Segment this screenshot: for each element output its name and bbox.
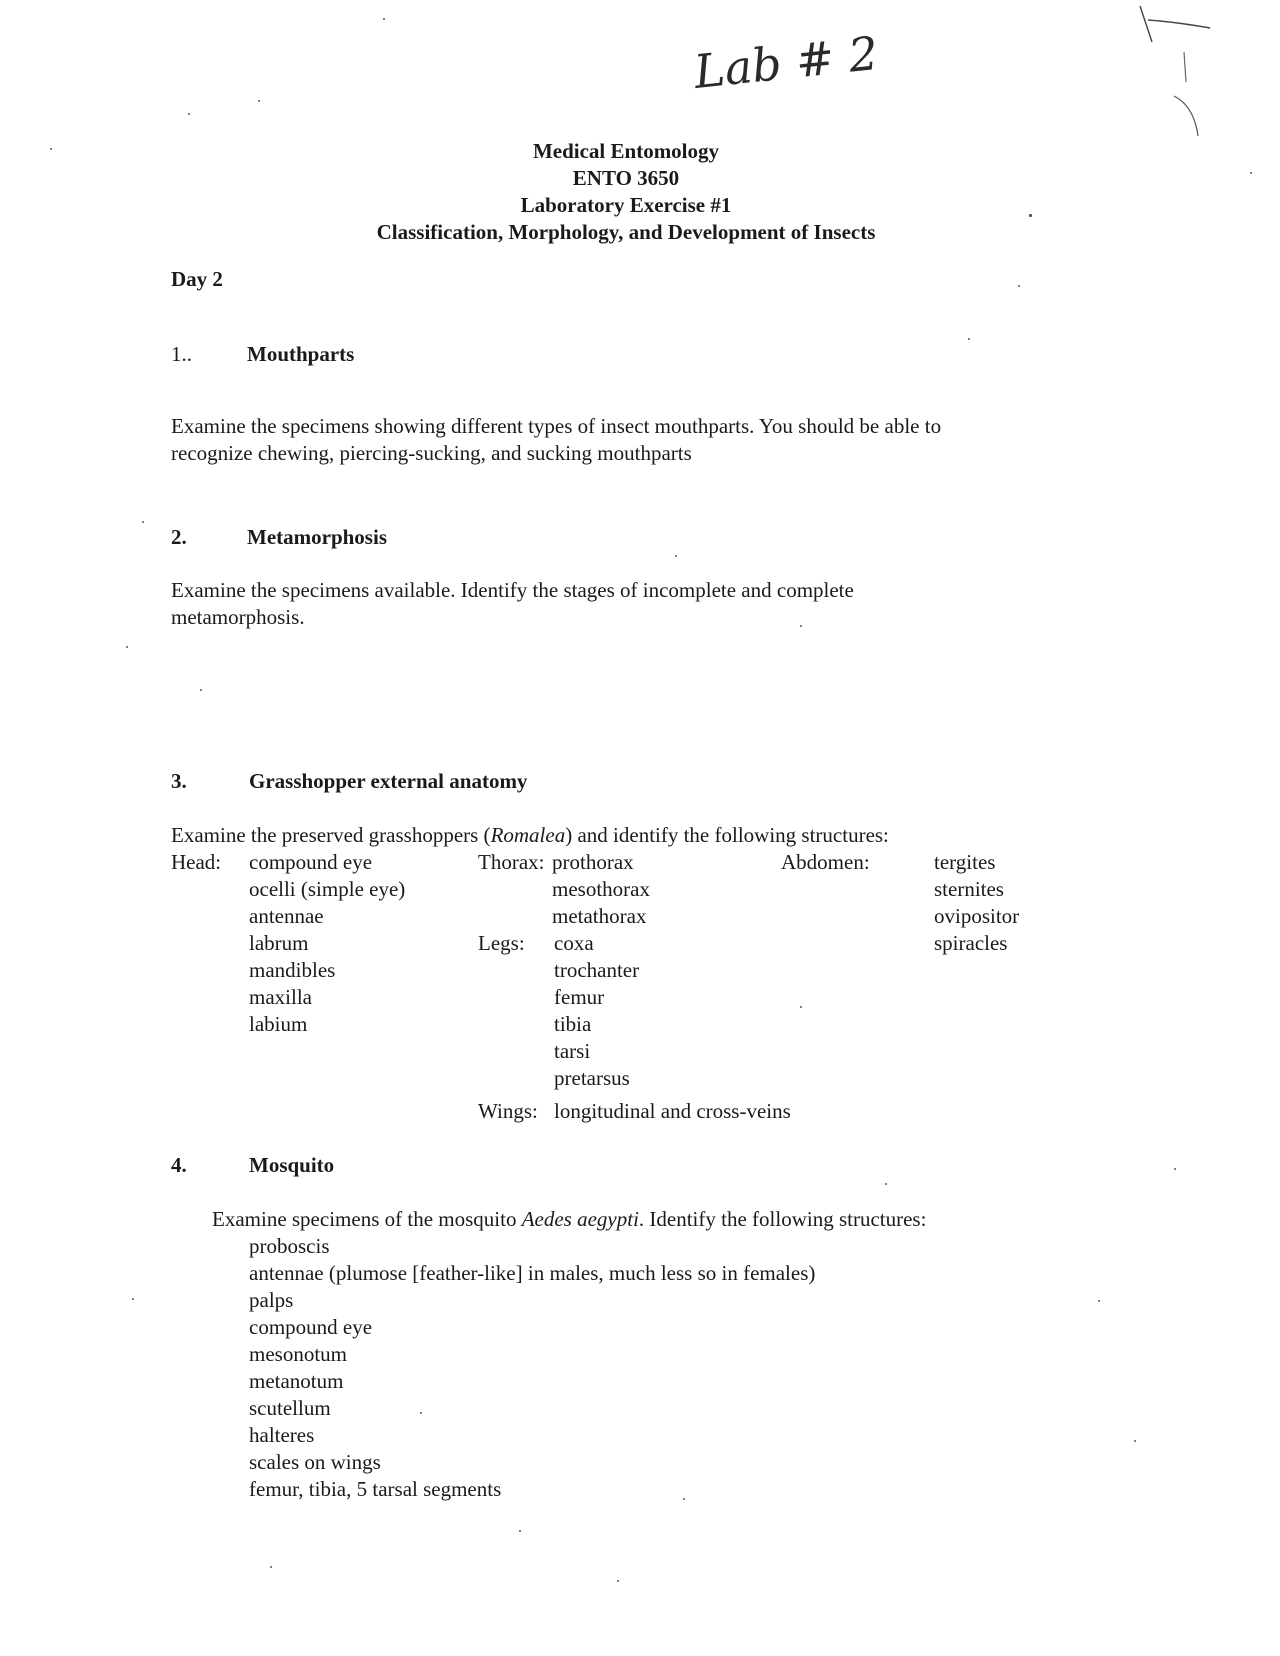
abdomen-item: ovipositor xyxy=(934,904,1020,928)
section-1-title: Mouthparts xyxy=(247,342,355,366)
mosquito-item: scutellum xyxy=(249,1396,331,1420)
scan-speck xyxy=(800,625,802,627)
section-1-body-line-1: Examine the specimens showing different types of insect mouthparts. You should be able to xyxy=(171,414,942,438)
legs-item: coxa xyxy=(554,931,594,955)
thorax-item: mesothorax xyxy=(552,877,650,901)
section-2-title: Metamorphosis xyxy=(247,525,387,549)
course-code: ENTO 3650 xyxy=(572,166,680,190)
day-label: Day 2 xyxy=(171,267,223,291)
section-3-number: 3. xyxy=(171,769,187,793)
mosquito-item: palps xyxy=(249,1288,294,1312)
scan-speck xyxy=(126,646,128,648)
wings-item: longitudinal and cross-veins xyxy=(554,1099,791,1123)
scan-speck xyxy=(132,1298,134,1300)
scan-speck xyxy=(1018,285,1020,287)
legs-item: femur xyxy=(554,985,605,1009)
scan-speck xyxy=(1134,1440,1136,1442)
scan-speck xyxy=(1250,172,1252,174)
scan-speck xyxy=(50,148,52,150)
thorax-label: Thorax: xyxy=(478,850,545,874)
scan-speck xyxy=(270,1566,272,1568)
mosquito-item: metanotum xyxy=(249,1369,344,1393)
section-4-title: Mosquito xyxy=(249,1153,335,1177)
thorax-item: prothorax xyxy=(552,850,634,874)
section-4-intro-start: Examine specimens of the mosquito xyxy=(212,1207,522,1231)
title-block xyxy=(0,138,1252,246)
section-1-number: 1.. xyxy=(171,342,192,366)
scan-speck xyxy=(142,521,144,523)
scan-speck xyxy=(258,100,260,102)
head-label: Head: xyxy=(171,850,222,874)
section-1-body-line-2: recognize chewing, piercing-sucking, and sucking mouthparts xyxy=(171,441,692,465)
legs-item: tibia xyxy=(554,1012,592,1036)
mosquito-item: scales on wings xyxy=(249,1450,381,1474)
section-4-number: 4. xyxy=(171,1153,187,1177)
section-2-number: 2. xyxy=(171,525,187,549)
head-item: labium xyxy=(249,1012,308,1036)
mosquito-item: femur, tibia, 5 tarsal segments xyxy=(249,1477,502,1501)
head-item: maxilla xyxy=(249,985,312,1009)
scan-speck xyxy=(617,1580,619,1582)
scan-mark-top-right xyxy=(1136,2,1216,142)
wings-label: Wings: xyxy=(478,1099,538,1123)
mosquito-item: halteres xyxy=(249,1423,315,1447)
legs-item: trochanter xyxy=(554,958,640,982)
head-item: antennae xyxy=(249,904,324,928)
mosquito-item: proboscis xyxy=(249,1234,330,1258)
section-3-title: Grasshopper external anatomy xyxy=(249,769,528,793)
section-4-intro-end: . Identify the following structures: xyxy=(638,1207,927,1231)
section-3-intro-end: ) and identify the following structures: xyxy=(565,823,889,847)
section-2-body-line-1: Examine the specimens available. Identify the stages of incomplete and complete xyxy=(171,578,854,602)
handwritten-note-graphic xyxy=(690,36,990,106)
scan-speck xyxy=(1174,1168,1176,1170)
mosquito-item: compound eye xyxy=(249,1315,373,1339)
section-4-species: Aedes aegypti xyxy=(521,1207,639,1231)
legs-list xyxy=(554,930,639,1092)
scan-speck xyxy=(200,689,202,691)
scan-speck xyxy=(683,1498,685,1500)
scan-speck xyxy=(383,18,385,20)
head-item: compound eye xyxy=(249,850,373,874)
legs-item: pretarsus xyxy=(554,1066,630,1090)
handwritten-note xyxy=(690,36,990,106)
exercise-subtitle: Classification, Morphology, and Development of Insects xyxy=(376,220,876,244)
mosquito-item: mesonotum xyxy=(249,1342,347,1366)
head-item: labrum xyxy=(249,931,309,955)
abdomen-item: spiracles xyxy=(934,931,1008,955)
exercise-title: Laboratory Exercise #1 xyxy=(520,193,732,217)
scan-speck xyxy=(188,113,190,115)
legs-item: tarsi xyxy=(554,1039,591,1063)
scan-speck xyxy=(675,555,677,557)
section-4-intro xyxy=(212,1206,926,1233)
section-3-genus: Romalea xyxy=(490,823,566,847)
scan-speck xyxy=(800,1006,802,1008)
abdomen-list xyxy=(934,849,1019,957)
head-list xyxy=(249,849,405,1038)
abdomen-item: sternites xyxy=(934,877,1004,901)
abdomen-label: Abdomen: xyxy=(781,850,870,874)
mosquito-item: antennae (plumose [feather-like] in males, much less so in females) xyxy=(249,1261,816,1285)
section-3-intro-start: Examine the preserved grasshoppers ( xyxy=(171,823,491,847)
course-title: Medical Entomology xyxy=(532,139,720,163)
abdomen-item: tergites xyxy=(934,850,996,874)
scan-speck xyxy=(1098,1300,1100,1302)
scan-speck xyxy=(1029,214,1032,217)
thorax-item: metathorax xyxy=(552,904,647,928)
thorax-list xyxy=(552,849,650,930)
head-item: mandibles xyxy=(249,958,336,982)
handwritten-note-text: Lab # 2 xyxy=(691,36,881,99)
mosquito-structures-list xyxy=(249,1233,815,1503)
scan-speck xyxy=(420,1412,422,1414)
scan-speck xyxy=(885,1183,887,1185)
section-3-intro xyxy=(171,822,889,849)
section-2-body-line-2: metamorphosis. xyxy=(171,605,305,629)
head-item: ocelli (simple eye) xyxy=(249,877,406,901)
legs-label: Legs: xyxy=(478,931,525,955)
scan-speck xyxy=(519,1530,521,1532)
scan-speck xyxy=(968,338,970,340)
